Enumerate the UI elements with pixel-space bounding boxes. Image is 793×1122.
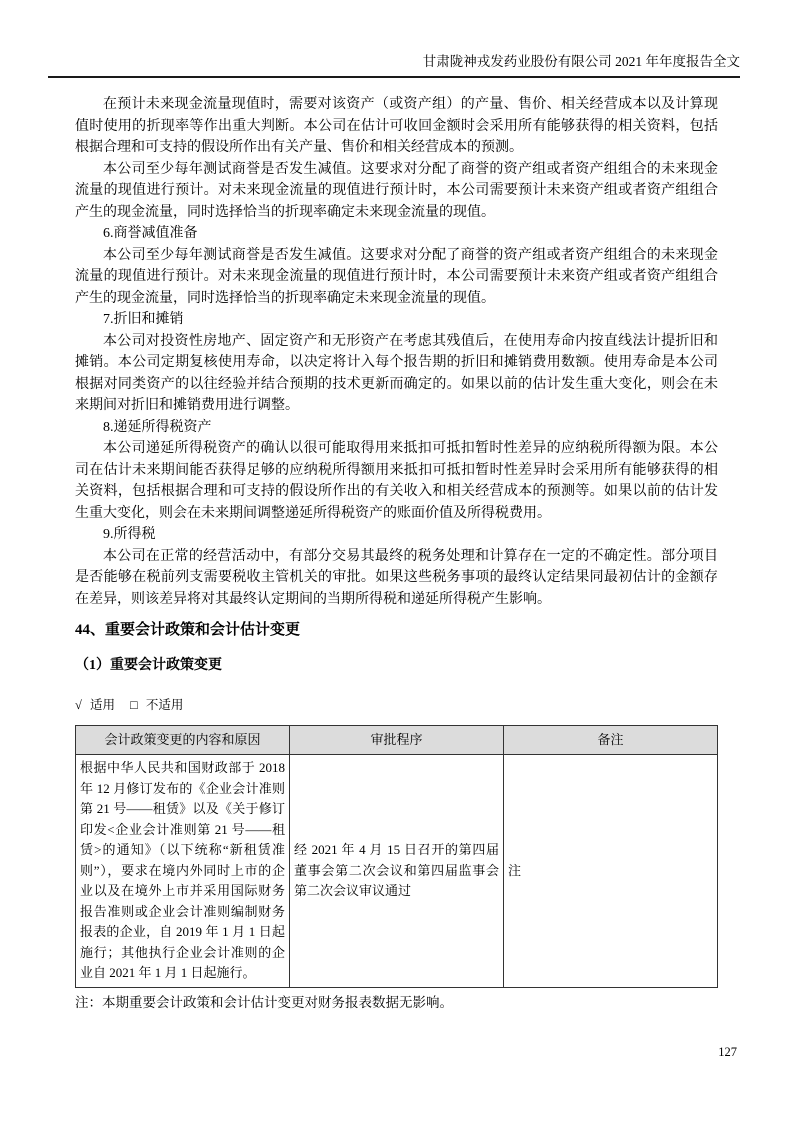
applicability-row: [75, 698, 718, 713]
body-paragraph: 本公司对投资性房地产、固定资产和无形资产在考虑其残值后，在使用寿命内按直线法计提折旧和摊销。本公司定期复核使用寿命，以决定将计入每个报告期的折旧和摊销费用数额。使用寿命是本公司根据对同类资产的以往经验并结合预期的技术更新而确定的。如果以前的估计发生重大变化，则会在未来期间对折旧和摊销费用进行调整。: [75, 333, 718, 413]
policy-change-table: [75, 725, 718, 988]
section-heading-44: 44、重要会计政策和会计估计变更: [75, 622, 301, 638]
body-paragraph: 本公司在正常的经营活动中，有部分交易其最终的税务处理和计算存在一定的不确定性。部分项目是否能够在税前列支需要税收主管机关的审批。如果这些税务事项的最终认定结果同最初估计的金额存在差异，则该差异将对其最终认定期间的当期所得税和递延所得税产生影响。: [75, 548, 718, 607]
table-row: [76, 755, 718, 988]
table-header-content-reason: 会计政策变更的内容和原因: [76, 726, 290, 755]
table-cell-remark: 注: [504, 755, 718, 988]
not-applicable-label: 不适用: [145, 698, 184, 712]
body-paragraph: 在预计未来现金流量现值时，需要对该资产（或资产组）的产量、售价、相关经营成本以及计算现值时使用的折现率等作出重大判断。本公司在估计可收回金额时会采用所有能够获得的相关资料，包括根据合理和可支持的假设所作出有关产量、售价和相关经营成本的预测。: [75, 97, 718, 155]
body-paragraph: 本公司至少每年测试商誉是否发生减值。这要求对分配了商誉的资产组或者资产组组合的未来现金流量的现值进行预计。对未来现金流量的现值进行预计时，本公司需要预计未来资产组或者资产组组合产生的现金流量，同时选择恰当的折现率确定未来现金流量的现值。: [75, 247, 718, 306]
page-header-title: 甘肃陇神戎发药业股份有限公司 2021 年年度报告全文: [422, 54, 740, 69]
page-content: [75, 94, 718, 1013]
body-paragraph: 本公司递延所得税资产的确认以很可能取得用来抵扣可抵扣暂时性差异的应纳税所得额为限。本公司在估计未来期间能否获得足够的应纳税所得额用来抵扣可抵扣暂时性差异时会采用所有能够获得的相关资料，包括根据合理和可支持的假设所作出的有关收入和相关经营成本的预测等。如果以前的估计发生重大变化，则会在未来期间调整递延所得税资产的账面价值及所得税费用。: [75, 441, 718, 521]
table-cell-content-reason: 根据中华人民共和国财政部于 2018 年 12 月修订发布的《企业会计准则第 21 号——租赁》以及《关于修订印发<企业会计准则第 21 号——租赁>的通知》（以下统称“新租赁准则”），要求在境内外同时上市的企业以及在境外上市并采用国际财务报告准则或企业会计准则编制财务报表的企业，自 2019 年 1 月 1 日起施行；其他执行企业会计准则的企业自 2021 年 1 月 1 日起施行。: [76, 755, 290, 988]
table-header-remark: 备注: [504, 726, 718, 755]
item-heading-depreciation-amortization: 7.折旧和摊销: [103, 312, 184, 327]
body-paragraph: 本公司至少每年测试商誉是否发生减值。这要求对分配了商誉的资产组或者资产组组合的未来现金流量的现值进行预计。对未来现金流量的现值进行预计时，本公司需要预计未来资产组或者资产组组合产生的现金流量，同时选择恰当的折现率确定未来现金流量的现值。: [75, 161, 718, 220]
page-header: [48, 0, 740, 78]
item-heading-deferred-tax-assets: 8.递延所得税资产: [103, 419, 212, 435]
item-heading-goodwill-impairment: 6.商誉减值准备: [103, 226, 198, 241]
subsection-heading-1: （1）重要会计政策变更: [75, 658, 222, 673]
page-number: 127: [718, 1045, 737, 1059]
checkbox-empty-icon: □: [130, 698, 138, 712]
table-note: 注：本期重要会计政策和会计估计变更对财务报表数据无影响。: [75, 994, 453, 1010]
check-icon: √: [75, 698, 82, 712]
table-header-row: [76, 726, 718, 755]
table-header-approval: 审批程序: [290, 726, 504, 755]
applicable-label: 适用: [90, 698, 116, 712]
table-cell-approval: 经 2021 年 4 月 15 日召开的第四届董事会第二次会议和第四届监事会第二次会议审议通过: [290, 755, 504, 988]
item-heading-income-tax: 9.所得税: [103, 527, 156, 542]
